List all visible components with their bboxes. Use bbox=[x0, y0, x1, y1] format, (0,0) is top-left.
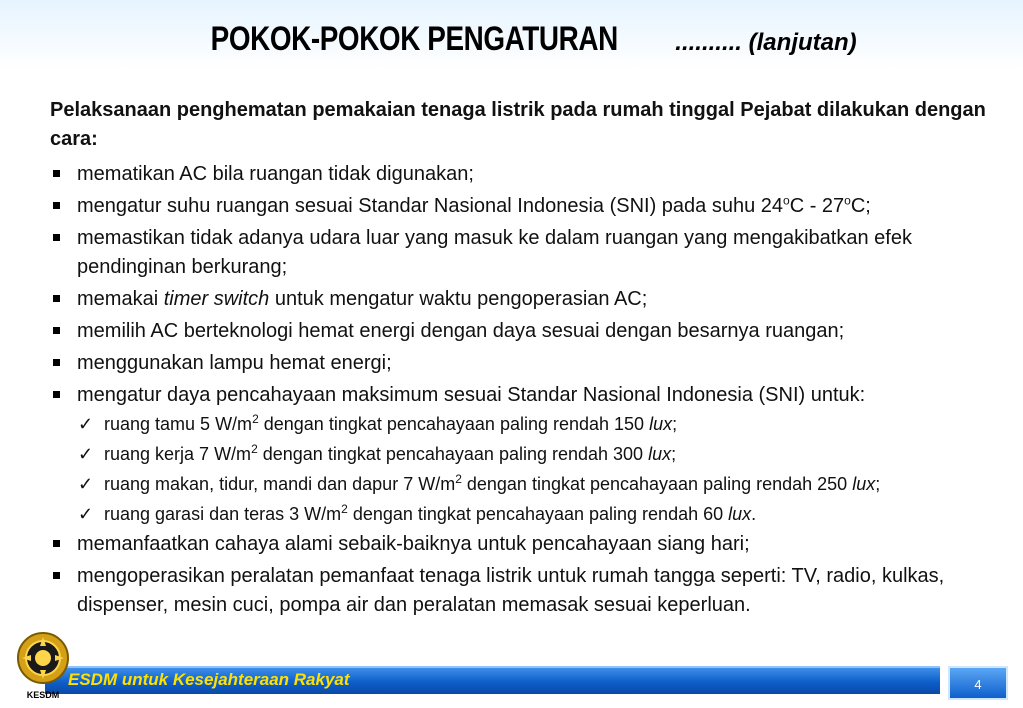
checkmark-icon: ✓ bbox=[78, 444, 94, 464]
checklist-item: ✓ ruang garasi dan teras 3 $W/m^2$ dengan tingkat pencahayaan paling rendah 60 lux. bbox=[50, 500, 1000, 528]
square-bullet-icon bbox=[53, 327, 60, 334]
square-bullet-icon bbox=[53, 170, 60, 177]
bullet-list bbox=[50, 160, 1000, 410]
intro-paragraph: Pelaksanaan penghematan pemakaian tenaga listrik pada rumah tinggal Pejabat dilakukan dengan cara: bbox=[50, 99, 986, 150]
footer bbox=[0, 660, 1023, 708]
list-item: mematikan AC bila ruangan tidak digunakan; bbox=[50, 160, 1000, 189]
checkmark-icon: ✓ bbox=[78, 414, 94, 434]
list-item: menggunakan lampu hemat energi; bbox=[50, 349, 1000, 378]
list-item: memilih AC berteknologi hemat energi dengan daya sesuai dengan besarnya ruangan; bbox=[50, 317, 1000, 346]
slide-title-block bbox=[0, 20, 1023, 59]
page-number-box bbox=[948, 666, 1008, 700]
slide-title: POKOK-POKOK PENGATURAN bbox=[211, 20, 619, 58]
list-item: mengoperasikan peralatan pemanfaat tenaga listrik untuk rumah tangga seperti: TV, radio, kulkas, dispenser, mesin cuci, pompa air dan peralatan memasak sesuai keperluan. bbox=[50, 562, 1000, 620]
list-item: mengatur suhu ruangan sesuai Standar Nasional Indonesia (SNI) pada suhu 24$^o$C - 27$^o$C; bbox=[50, 192, 1000, 221]
square-bullet-icon bbox=[53, 202, 60, 209]
checklist bbox=[50, 410, 1000, 528]
list-item: memanfaatkan cahaya alami sebaik-baiknya untuk pencahayaan siang hari; bbox=[50, 530, 1000, 559]
square-bullet-icon bbox=[53, 540, 60, 547]
footer-tagline: ESDM untuk Kesejahteraan Rakyat bbox=[68, 670, 350, 689]
page-number: 4 bbox=[974, 677, 982, 692]
square-bullet-icon bbox=[53, 391, 60, 398]
square-bullet-icon bbox=[53, 572, 60, 579]
checklist-item: ✓ ruang tamu 5 $W/m^2$ dengan tingkat pencahayaan paling rendah 150 lux; bbox=[50, 410, 1000, 438]
checklist-item: ✓ ruang kerja 7 $W/m^2$ dengan tingkat pencahayaan paling rendah 300 lux; bbox=[50, 440, 1000, 468]
checklist-item: ✓ ruang makan, tidur, mandi dan dapur 7 $W/m^2$ dengan tingkat pencahayaan paling rendah 250 lux; bbox=[50, 470, 1000, 498]
square-bullet-icon bbox=[53, 359, 60, 366]
bullet-list-continued bbox=[50, 530, 1000, 620]
logo-label: KESDM bbox=[26, 690, 60, 700]
kesdm-logo-icon bbox=[14, 628, 72, 694]
slide-body bbox=[50, 96, 1000, 623]
list-item: mengatur daya pencahayaan maksimum sesuai Standar Nasional Indonesia (SNI) untuk: bbox=[50, 381, 1000, 410]
list-item: memastikan tidak adanya udara luar yang masuk ke dalam ruangan yang mengakibatkan efek pendinginan berkurang; bbox=[50, 224, 1000, 282]
checkmark-icon: ✓ bbox=[78, 474, 94, 494]
square-bullet-icon bbox=[53, 234, 60, 241]
list-item: memakai timer switch untuk mengatur waktu pengoperasian AC; bbox=[50, 285, 1000, 314]
square-bullet-icon bbox=[53, 295, 60, 302]
checkmark-icon: ✓ bbox=[78, 504, 94, 524]
slide-title-suffix: .......... (lanjutan) bbox=[675, 29, 857, 56]
